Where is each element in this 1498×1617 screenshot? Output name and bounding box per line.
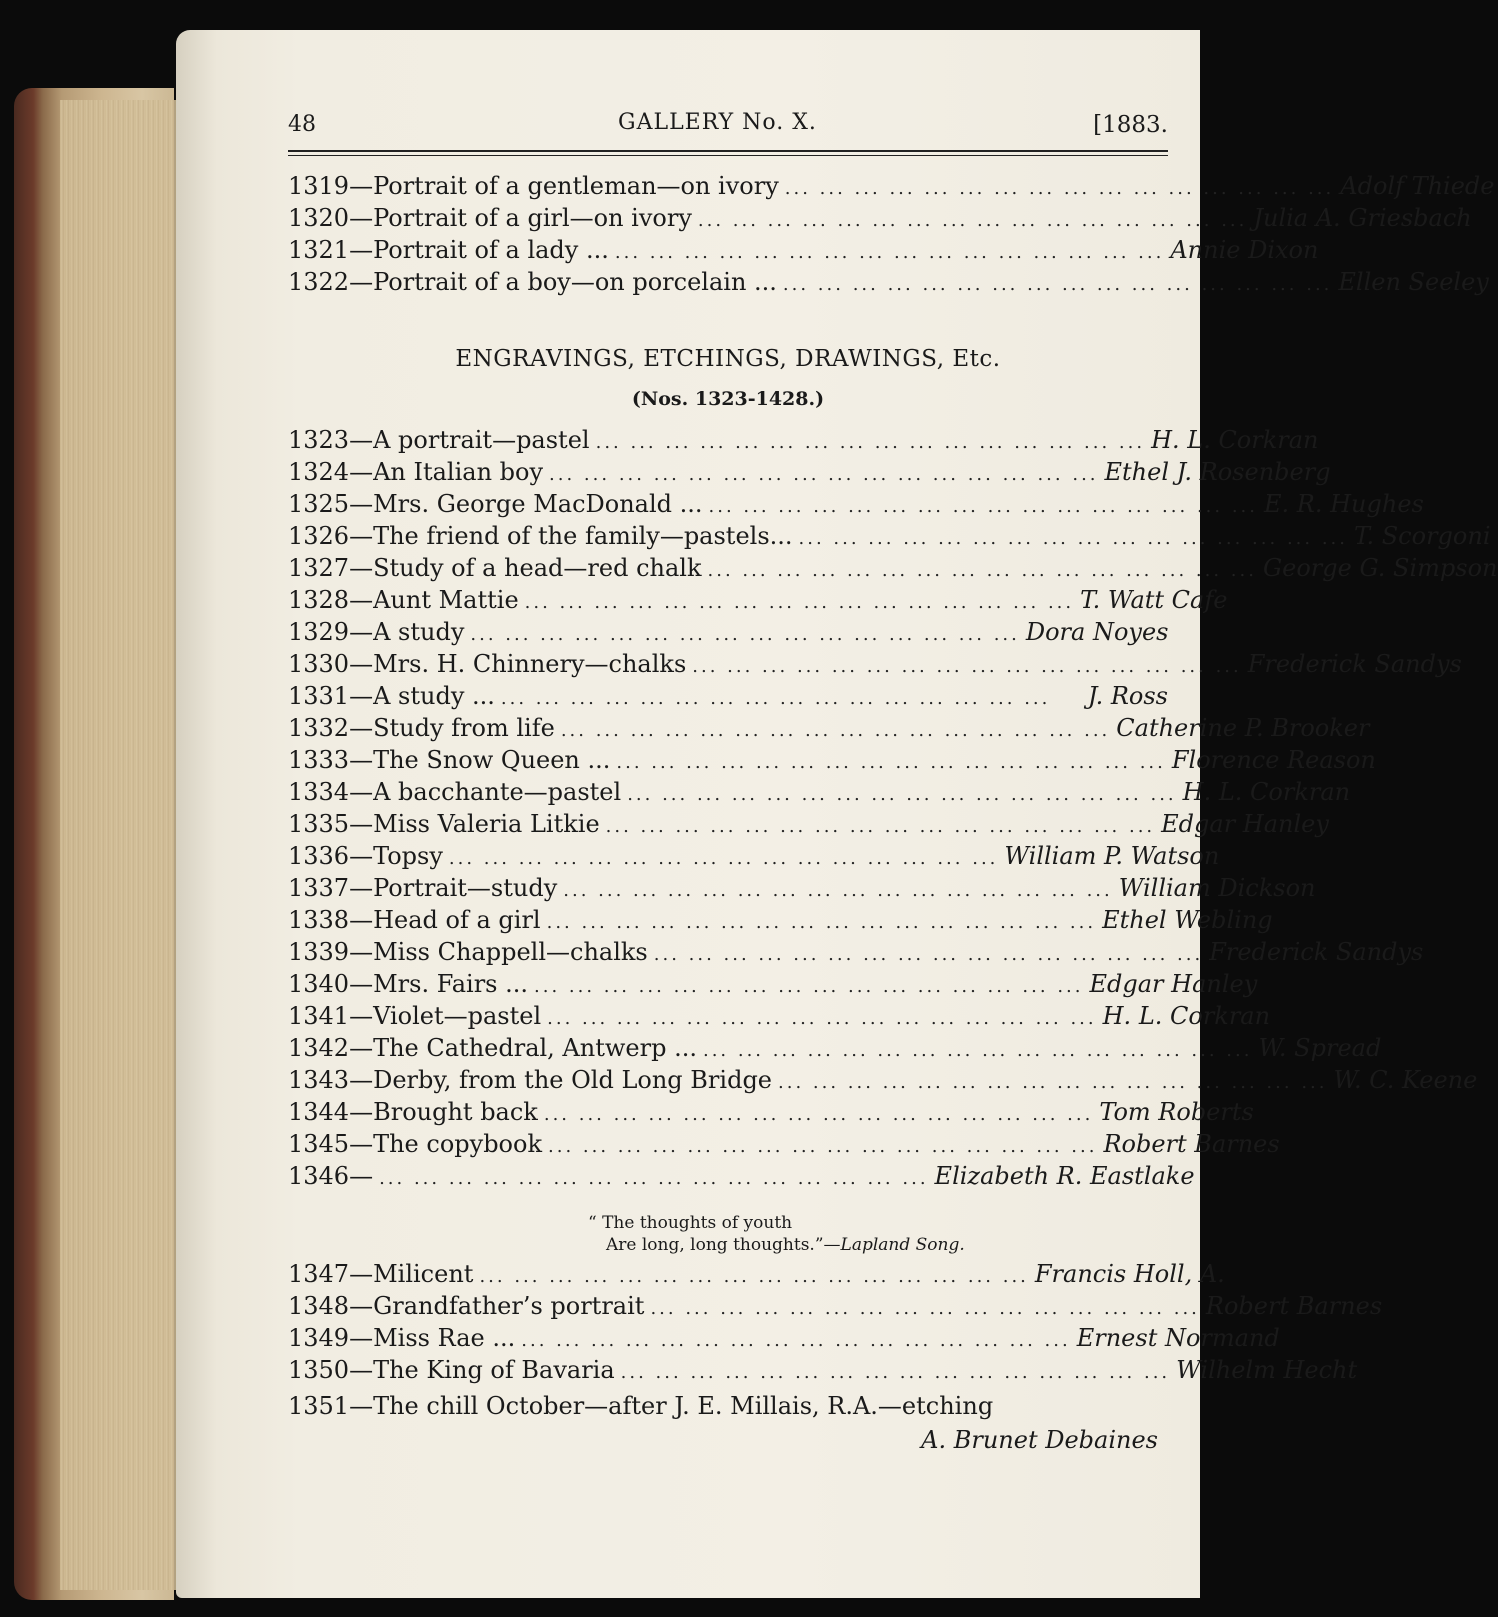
list-item (288, 1392, 1168, 1424)
entry-artist: Wilhelm Hecht (1176, 1356, 1358, 1384)
entry-artist: Julia A. Griesbach (1253, 204, 1472, 232)
entry-artist: E. R. Hughes (1264, 490, 1424, 518)
dot-leader: ... ... ... ... ... ... ... ... ... ... ... ... ... ... ... ... (614, 242, 1165, 263)
entry-title: 1349—Miss Rae ... (288, 1324, 516, 1352)
list-item (288, 426, 1319, 458)
dot-leader: ... ... ... ... ... ... ... ... ... ... ... ... ... ... ... ... (379, 1168, 929, 1189)
dot-leader: ... ... ... ... ... ... ... ... ... ... ... ... ... ... ... ... (616, 752, 1166, 773)
entry-artist: Edgar Hanley (1089, 970, 1258, 998)
entry-artist: Frederick Sandys (1209, 938, 1424, 966)
epigraph-quote (588, 1212, 965, 1256)
top-entries (288, 172, 1495, 300)
list-item (288, 522, 1491, 554)
list-item (288, 1324, 1280, 1356)
entry-title: 1337—Portrait—study (288, 874, 558, 902)
dot-leader: ... ... ... ... ... ... ... ... ... ... ... ... ... ... ... ... (479, 1266, 1029, 1287)
entry-artist: Tom Roberts (1099, 1098, 1254, 1126)
dot-leader: ... ... ... ... ... ... ... ... ... ... ... ... ... ... ... ... (697, 210, 1248, 231)
list-item (288, 746, 1376, 778)
entry-title: 1341—Violet—pastel (288, 1002, 542, 1030)
dot-leader: ... ... ... ... ... ... ... ... ... ... ... ... ... ... ... ... (595, 432, 1146, 453)
entry-title: 1319—Portrait of a gentleman—on ivory (288, 172, 779, 200)
list-item (288, 1066, 1478, 1098)
list-item (288, 650, 1462, 682)
entry-title: 1327—Study of a head—red chalk (288, 554, 702, 582)
entry-artist: T. Watt Cafe (1080, 586, 1228, 614)
entry-artist: Elizabeth R. Eastlake (934, 1162, 1195, 1190)
list-item (288, 172, 1495, 204)
entry-title: 1338—Head of a girl (288, 906, 541, 934)
list-item (288, 1098, 1254, 1130)
list-item (288, 204, 1472, 236)
entry-artist: Francis Holl, A. (1034, 1260, 1225, 1288)
list-item (288, 1130, 1280, 1162)
entry-title: 1323—A portrait—pastel (288, 426, 590, 454)
section-subheading: (Nos. 1323-1428.) (631, 388, 825, 410)
dot-leader: ... ... ... ... ... ... ... ... ... ... ... ... ... ... ... ... (448, 848, 999, 869)
after-entries (288, 1260, 1383, 1388)
list-item (288, 554, 1498, 586)
main-entries (288, 426, 1498, 1194)
dot-leader: ... ... ... ... ... ... ... ... ... ... ... ... ... ... ... ... (692, 656, 1242, 677)
list-item (288, 586, 1228, 618)
entry-artist: Adolf Thiede (1340, 172, 1495, 200)
entry-title: 1339—Miss Chappell—chalks (288, 938, 648, 966)
entry-title: 1326—The friend of the family—pastels... (288, 522, 793, 550)
list-item (288, 236, 1319, 268)
quote-text: Are long, long thoughts.”— (606, 1235, 841, 1255)
dot-leader: ... ... ... ... ... ... ... ... ... ... ... ... ... ... ... ... (563, 880, 1113, 901)
entry-title: 1329—A study (288, 618, 465, 646)
dot-leader: ... ... ... ... ... ... ... ... ... ... ... ... ... ... ... ... (620, 1362, 1171, 1383)
entry-title: 1321—Portrait of a lady ... (288, 236, 609, 264)
entry-artist: Ethel J. Rosenberg (1104, 458, 1331, 486)
entry-artist: George G. Simpson (1262, 554, 1498, 582)
list-item (288, 618, 1168, 650)
year: [1883. (1093, 112, 1168, 138)
entry-artist: Annie Dixon (1170, 236, 1319, 264)
list-item (288, 1356, 1358, 1388)
list-item (288, 842, 1220, 874)
header-rule (288, 150, 1168, 152)
entry-artist: Ernest Normand (1076, 1324, 1280, 1352)
entry-title: 1340—Mrs. Fairs ... (288, 970, 529, 998)
dot-leader: ... ... ... ... ... ... ... ... ... ... ... ... ... ... ... ... (708, 496, 1258, 517)
entry-title: 1334—A bacchante—pastel (288, 778, 622, 806)
entry-title: 1320—Portrait of a girl—on ivory (288, 204, 692, 232)
entry-title: 1343—Derby, from the Old Long Bridge (288, 1066, 773, 1094)
list-item (288, 458, 1331, 490)
list-item (288, 1002, 1271, 1034)
entry-artist: J. Ross (1087, 682, 1168, 710)
list-item (288, 682, 1168, 714)
entry-title: 1351—The chill October—after J. E. Millais, R.A.—etching (288, 1392, 994, 1420)
entry-title: 1347—Milicent (288, 1260, 474, 1288)
entry-artist: Robert Barnes (1103, 1130, 1280, 1158)
page-number: 48 (288, 112, 316, 137)
list-item (288, 1034, 1382, 1066)
entry-artist: Robert Barnes (1205, 1292, 1383, 1320)
dot-leader: ... ... ... ... ... ... ... ... ... ... ... ... ... ... ... ... (653, 944, 1204, 965)
entry-artist: T. Scorgoni (1354, 522, 1491, 550)
dot-leader: ... ... ... ... ... ... ... ... ... ... ... ... ... ... ... ... (627, 784, 1177, 805)
dot-leader: ... ... ... ... ... ... ... ... ... ... ... ... ... ... ... ... (784, 178, 1335, 199)
entry-artist: Ellen Seeley (1338, 268, 1489, 296)
dot-leader: ... ... ... ... ... ... ... ... ... ... ... ... ... ... ... ... (524, 592, 1075, 613)
dot-leader: ... ... ... ... ... ... ... ... ... ... ... ... ... ... ... ... (549, 464, 1099, 485)
entry-artist: Florence Reason (1171, 746, 1376, 774)
list-item (288, 1292, 1383, 1324)
list-item (288, 1260, 1225, 1292)
list-item (288, 490, 1424, 522)
entry-title: 1345—The copybook (288, 1130, 542, 1158)
quote-line-2 (588, 1234, 965, 1256)
dot-leader: ... ... ... ... ... ... ... ... ... ... ... ... ... ... ... ... (546, 912, 1097, 933)
entry-artist: H. L. Corkran (1151, 426, 1319, 454)
last-entry (288, 1392, 1168, 1424)
entry-artist: Frederick Sandys (1247, 650, 1462, 678)
entry-title: 1331—A study ... (288, 682, 495, 710)
entry-title: 1342—The Cathedral, Antwerp ... (288, 1034, 697, 1062)
dot-leader: ... ... ... ... ... ... ... ... ... ... ... ... ... ... ... ... (650, 1298, 1200, 1319)
entry-artist: A. Brunet Debaines (921, 1426, 1158, 1454)
entry-artist: Edgar Hanley (1161, 810, 1329, 838)
dot-leader: ... ... ... ... ... ... ... ... ... ... ... ... ... ... ... ... (702, 1040, 1253, 1061)
dot-leader: ... ... ... ... ... ... ... ... ... ... ... ... ... ... ... ... (605, 816, 1156, 837)
entry-artist: H. L. Corkran (1182, 778, 1351, 806)
gallery-title: GALLERY No. X. (618, 110, 817, 135)
dot-leader: ... ... ... ... ... ... ... ... ... ... ... ... ... ... ... ... (782, 274, 1333, 295)
dot-leader: ... ... ... ... ... ... ... ... ... ... ... ... ... ... ... ... (500, 688, 1051, 709)
page-content (288, 100, 1498, 1454)
entry-title: 1328—Aunt Mattie (288, 586, 519, 614)
quote-source: Lapland Song. (840, 1235, 965, 1255)
dot-leader: ... ... ... ... ... ... ... ... ... ... ... ... ... ... ... ... (470, 624, 1020, 645)
entry-title: 1330—Mrs. H. Chinnery—chalks (288, 650, 687, 678)
dot-leader: ... ... ... ... ... ... ... ... ... ... ... ... ... ... ... ... (548, 1136, 1098, 1157)
list-item (288, 810, 1329, 842)
entry-artist: William Dickson (1118, 874, 1316, 902)
entry-artist: William P. Watson (1004, 842, 1220, 870)
entry-title: 1346— (288, 1162, 374, 1190)
list-item (288, 938, 1424, 970)
dot-leader: ... ... ... ... ... ... ... ... ... ... ... ... ... ... ... ... (707, 560, 1257, 581)
entry-artist: Dora Noyes (1025, 618, 1169, 646)
entry-artist: Ethel Webling (1102, 906, 1273, 934)
dot-leader: ... ... ... ... ... ... ... ... ... ... ... ... ... ... ... ... (534, 976, 1084, 997)
header-rule-thin (288, 155, 1168, 156)
entry-title: 1348—Grandfather’s portrait (288, 1292, 645, 1320)
list-item (288, 778, 1351, 810)
list-item (288, 1162, 1195, 1194)
list-item (288, 906, 1273, 938)
dot-leader: ... ... ... ... ... ... ... ... ... ... ... ... ... ... ... ... (560, 720, 1111, 741)
entry-title: 1332—Study from life (288, 714, 555, 742)
list-item (288, 714, 1370, 746)
list-item (288, 970, 1258, 1002)
entry-artist: H. L. Corkran (1102, 1002, 1271, 1030)
section-heading: ENGRAVINGS, ETCHINGS, DRAWINGS, Etc. (455, 346, 1001, 372)
dot-leader: ... ... ... ... ... ... ... ... ... ... ... ... ... ... ... ... (521, 1330, 1071, 1351)
entry-title: 1333—The Snow Queen ... (288, 746, 611, 774)
dot-leader: ... ... ... ... ... ... ... ... ... ... ... ... ... ... ... ... (547, 1008, 1097, 1029)
entry-title: 1322—Portrait of a boy—on porcelain ... (288, 268, 777, 296)
entry-artist: W. C. Keene (1333, 1066, 1478, 1094)
entry-title: 1325—Mrs. George MacDonald ... (288, 490, 703, 518)
dot-leader: ... ... ... ... ... ... ... ... ... ... ... ... ... ... ... ... (798, 528, 1348, 549)
entry-title: 1336—Topsy (288, 842, 443, 870)
list-item (288, 268, 1489, 300)
dot-leader: ... ... ... ... ... ... ... ... ... ... ... ... ... ... ... ... (543, 1104, 1094, 1125)
entry-title: 1335—Miss Valeria Litkie (288, 810, 600, 838)
entry-title: 1344—Brought back (288, 1098, 538, 1126)
quote-line-1: “ The thoughts of youth (588, 1213, 793, 1233)
entry-artist: Catherine P. Brooker (1116, 714, 1370, 742)
dot-leader: ... ... ... ... ... ... ... ... ... ... ... ... ... ... ... ... (778, 1072, 1328, 1093)
entry-title: 1350—The King of Bavaria (288, 1356, 615, 1384)
entry-artist: W. Spread (1258, 1034, 1382, 1062)
entry-title: 1324—An Italian boy (288, 458, 544, 486)
page-stack (60, 100, 190, 1590)
list-item (288, 874, 1316, 906)
running-head (288, 100, 1168, 140)
